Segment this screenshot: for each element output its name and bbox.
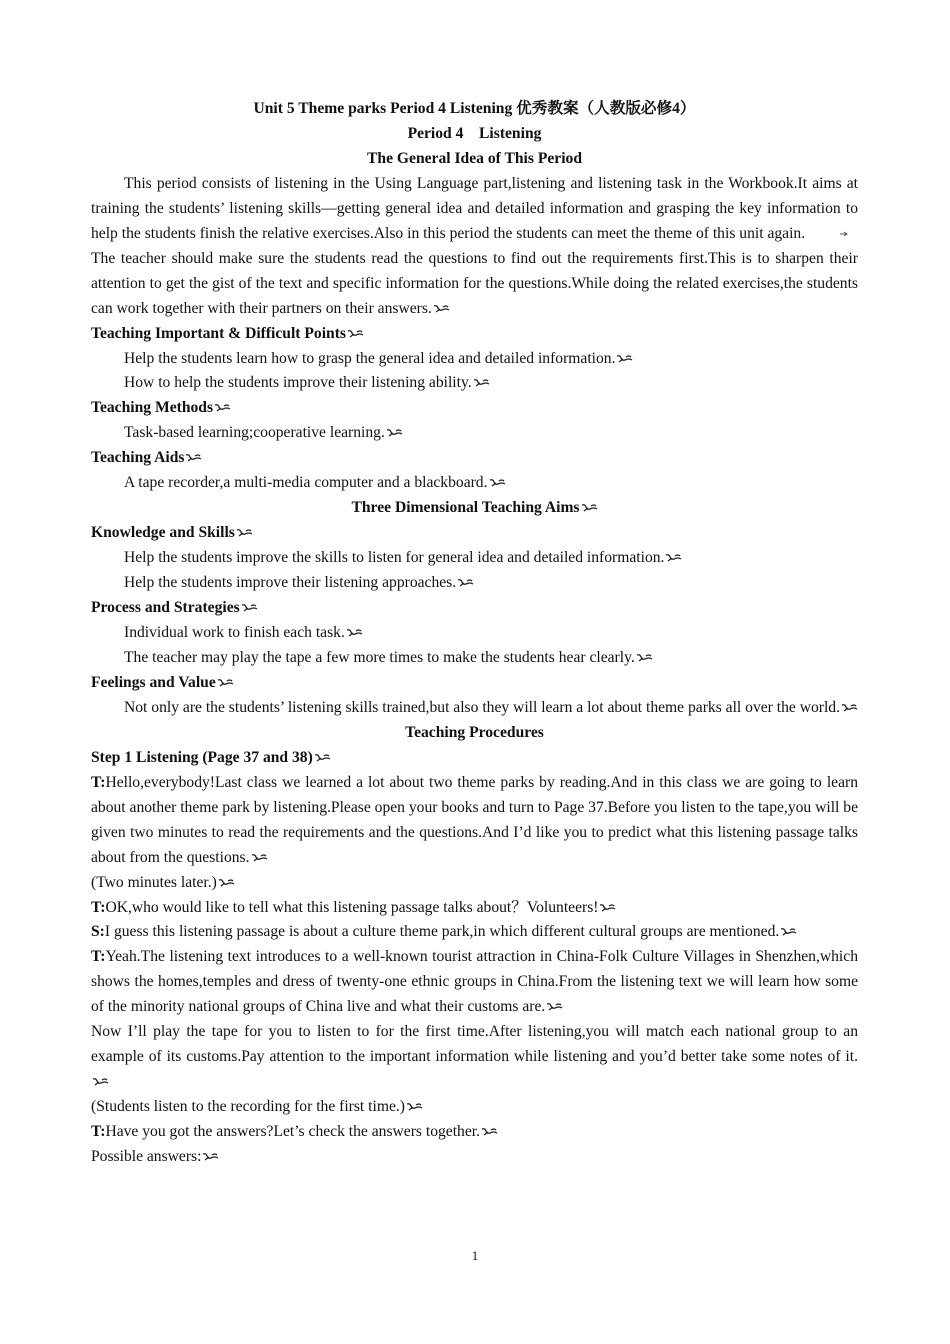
process-strategies-1: Individual work to finish each task. bbox=[91, 621, 858, 646]
dialogue-line-3: T:OK,who would like to tell what this listening passage talks about？Volunteers! bbox=[91, 896, 858, 921]
feelings-value-heading: Feelings and Value bbox=[91, 671, 858, 696]
paragraph-marker-icon bbox=[92, 1077, 109, 1087]
paragraph-marker-icon bbox=[406, 1102, 423, 1112]
speaker-label: T: bbox=[91, 898, 106, 916]
paragraph-marker-icon bbox=[665, 553, 682, 563]
period-heading: Period 4 Listening bbox=[407, 124, 542, 142]
paragraph-marker-icon bbox=[202, 1152, 219, 1162]
dialogue-line-8: T:Have you got the answers?Let’s check the answers together. bbox=[91, 1120, 858, 1145]
dialogue-line-6: Now I’ll play the tape for you to listen to for the first time.After listening,you will match each national group to an example of its customs.Pay attention to the important information while listening and you’d better take some notes of it. bbox=[91, 1020, 858, 1095]
paragraph-marker-icon bbox=[481, 1127, 498, 1137]
paragraph-marker-icon bbox=[433, 304, 450, 314]
teaching-procedures-heading: Teaching Procedures bbox=[405, 723, 544, 741]
dialogue-line-5: T:Yeah.The listening text introduces to a well-known tourist attraction in China-Folk Culture Villages in Shenzhen,which shows the homes,temples and dress of twenty-one ethnic groups in China.From the listening text we will learn how some of the minority national groups of China live and what their customs are. bbox=[91, 948, 858, 1016]
knowledge-skills-2: Help the students improve their listening approaches. bbox=[91, 571, 858, 596]
teaching-methods-heading: Teaching Methods bbox=[91, 396, 858, 421]
knowledge-skills-heading: Knowledge and Skills bbox=[91, 521, 858, 546]
document-body bbox=[91, 97, 858, 1170]
paragraph-marker-icon bbox=[347, 329, 364, 339]
important-point-2: How to help the students improve their listening ability. bbox=[91, 371, 858, 396]
paragraph-marker-icon bbox=[636, 653, 653, 663]
paragraph-marker-icon bbox=[473, 378, 490, 388]
teaching-aims-heading: Three Dimensional Teaching Aims bbox=[91, 496, 858, 521]
speaker-label: T: bbox=[91, 773, 106, 791]
paragraph-marker-icon bbox=[489, 478, 506, 488]
paragraph-marker-icon bbox=[386, 428, 403, 438]
paragraph-marker-icon bbox=[185, 453, 202, 463]
paragraph-marker-icon bbox=[236, 528, 253, 538]
paragraph-marker-icon bbox=[214, 403, 231, 413]
speaker-label: T: bbox=[91, 1123, 106, 1141]
teaching-aids-text: A tape recorder,a multi-media computer and a blackboard. bbox=[91, 471, 858, 496]
paragraph-marker-icon bbox=[314, 753, 331, 763]
paragraph-marker-icon bbox=[599, 903, 616, 913]
general-idea-heading: The General Idea of This Period bbox=[367, 149, 582, 167]
paragraph-marker-icon bbox=[457, 578, 474, 588]
paragraph-marker-icon bbox=[218, 878, 235, 888]
speaker-label: S: bbox=[91, 923, 105, 941]
knowledge-skills-1: Help the students improve the skills to listen for general idea and detailed information. bbox=[91, 546, 858, 571]
process-strategies-2: The teacher may play the tape a few more times to make the students hear clearly. bbox=[91, 646, 858, 671]
general-idea-paragraph-2: The teacher should make sure the students read the questions to find out the requirements first.This is to sharpen their attention to get the gist of the text and specific information for the questions.While doing the related exercises,the students can work together with their partners on their answers. bbox=[91, 249, 858, 317]
paragraph-marker-icon bbox=[581, 503, 598, 513]
dialogue-line-7: (Students listen to the recording for the first time.) bbox=[91, 1095, 858, 1120]
general-idea-paragraph-1: This period consists of listening in the Using Language part,listening and listening task in the Workbook.It aims at training the students’ listening skills—getting general idea and detailed information and grasping the key information to help the students finish the relative exercises.Also in this period the students can meet the theme of this unit again. bbox=[91, 174, 858, 242]
paragraph-marker-icon bbox=[841, 703, 858, 713]
teaching-methods-text: Task-based learning;cooperative learning. bbox=[91, 421, 858, 446]
step-1-heading: Step 1 Listening (Page 37 and 38) bbox=[91, 746, 858, 771]
dialogue-line-4: S:I guess this listening passage is about a culture theme park,in which different cultural groups are mentioned. bbox=[91, 920, 858, 945]
paragraph-marker-icon bbox=[346, 628, 363, 638]
paragraph-marker-icon bbox=[241, 603, 258, 613]
important-point-1: Help the students learn how to grasp the general idea and detailed information. bbox=[91, 347, 858, 372]
process-strategies-heading: Process and Strategies bbox=[91, 596, 858, 621]
dialogue-line-2: (Two minutes later.) bbox=[91, 871, 858, 896]
paragraph-mark-icon bbox=[806, 222, 818, 231]
paragraph-marker-icon bbox=[616, 354, 633, 364]
dialogue-line-9: Possible answers: bbox=[91, 1145, 858, 1170]
paragraph-marker-icon bbox=[217, 678, 234, 688]
teaching-aids-heading: Teaching Aids bbox=[91, 446, 858, 471]
paragraph-marker-icon bbox=[546, 1002, 563, 1012]
paragraph-marker-icon bbox=[780, 927, 797, 937]
paragraph-marker-icon bbox=[251, 853, 268, 863]
page-number: 1 bbox=[471, 1248, 479, 1263]
document-title: Unit 5 Theme parks Period 4 Listening 优秀教案（人教版必修4） bbox=[253, 100, 696, 117]
important-points-heading: Teaching Important & Difficult Points bbox=[91, 322, 858, 347]
dialogue-line-1: T:Hello,everybody!Last class we learned a lot about two theme parks by reading.And in this class we are going to learn about another theme park by listening.Please open your books and turn to Page 37.Before you listen to the tape,you will be given two minutes to read the requirements and the questions.And I’d like you to predict what this listening passage talks about from the questions. bbox=[91, 773, 858, 866]
speaker-label: T: bbox=[91, 948, 106, 966]
feelings-value-text: Not only are the students’ listening skills trained,but also they will learn a lot about theme parks all over the world. bbox=[91, 696, 858, 721]
